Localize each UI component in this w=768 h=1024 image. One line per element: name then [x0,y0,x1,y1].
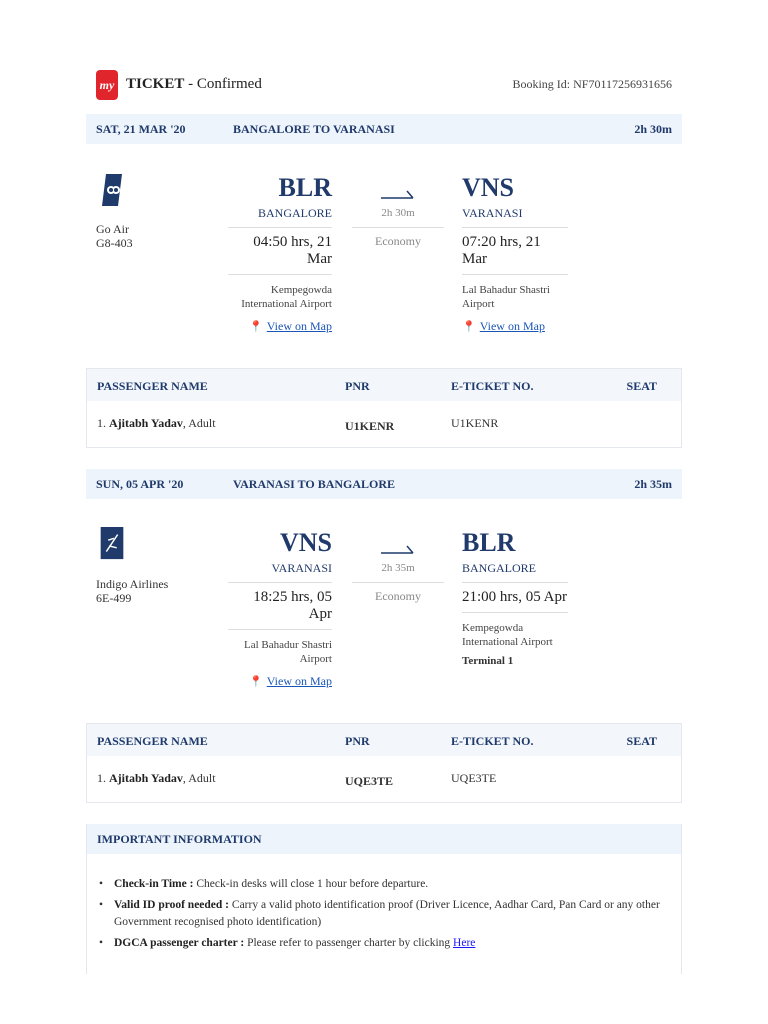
leg-2-route: VARANASI TO BANGALORE [233,477,396,491]
item-label: Valid ID proof needed : [114,899,230,911]
eticket-value: U1KENR [451,416,499,430]
arrival-code: BLR [462,528,516,557]
airport-line2: Airport [299,653,332,665]
flight-arrow-icon [381,541,415,555]
leg-2-middle [352,541,444,604]
flight-arrow-icon [381,186,415,200]
eticket-value: UQE3TE [451,771,497,785]
departure-airport [228,638,332,666]
header-seat: SEAT [626,734,657,748]
departure-city: BANGALORE [258,206,332,220]
passenger-type: , Adult [182,416,216,430]
flight-number: 6E-499 [96,591,132,605]
name-value: Ajitabh Yadav [109,416,183,430]
leg-1-strip [86,114,682,144]
leg-1-arrival [462,172,568,334]
cabin-class: Economy [375,589,421,603]
table-header [87,369,681,401]
view-on-map-link[interactable] [462,319,568,334]
leg-1-duration: 2h 30m [634,122,672,136]
leg-2-airline [96,577,168,605]
row-index: 1. [97,771,106,785]
departure-time: 18:25 hrs, 05 Apr [228,582,332,630]
leg-1-departure [228,172,332,334]
departure-time: 04:50 hrs, 21 Mar [228,227,332,275]
arrival-airport [462,283,568,311]
ticket-header [96,70,672,102]
important-information [86,824,682,974]
departure-airport [228,283,332,311]
airport-line1: Kempegowda [462,622,524,634]
passenger-table-2 [86,723,682,803]
important-list [99,876,669,956]
go-air-logo-icon [100,172,124,208]
middle-duration: 2h 30m [352,207,444,228]
map-pin-icon: 📍 [462,321,476,333]
passenger-name [97,771,216,786]
item-text: Check-in desks will close 1 hour before departure. [193,878,429,890]
leg-1-route: BANGALORE TO VARANASI [233,122,395,136]
map-pin-icon: 📍 [249,676,263,688]
leg-1-flight [86,172,682,362]
pnr-value: UQE3TE [345,774,394,788]
middle-duration: 2h 35m [352,562,444,583]
indigo-logo-icon [100,527,124,561]
flight-number: G8-403 [96,236,133,250]
list-item [99,935,669,952]
header-pnr: PNR [345,379,370,393]
airline-name: Go Air [96,222,129,236]
header-passenger-name: PASSENGER NAME [97,734,208,748]
view-on-map-link[interactable] [228,674,332,689]
here-link[interactable]: Here [453,937,476,949]
view-on-map-link[interactable] [228,319,332,334]
airline-name: Indigo Airlines [96,577,169,591]
important-title: IMPORTANT INFORMATION [97,832,262,846]
header-eticket: E-TICKET NO. [451,379,534,393]
header-passenger-name: PASSENGER NAME [97,379,208,393]
header-eticket: E-TICKET NO. [451,734,534,748]
table-header [87,724,681,756]
airport-line2: Airport [462,298,495,310]
pnr-value: U1KENR [345,419,395,433]
ticket-title [126,76,262,93]
map-pin-icon: 📍 [249,321,263,333]
arrival-airport [462,621,568,649]
airport-line1: Lal Bahadur Shastri [462,284,550,296]
list-item [99,876,669,893]
leg-2-arrival [462,527,568,667]
airport-line1: Kempegowda [270,284,332,296]
passenger-table-1 [86,368,682,448]
arrival-terminal: Terminal 1 [462,655,514,667]
leg-2-date: SUN, 05 APR '20 [96,477,184,491]
leg-2-duration: 2h 35m [634,477,672,491]
departure-code: BLR [278,173,332,202]
leg-2-departure [228,527,332,689]
cabin-class: Economy [375,234,421,248]
leg-2-strip [86,469,682,499]
header-pnr: PNR [345,734,370,748]
item-label: Check-in Time : [114,878,194,890]
airport-line2: International Airport [241,298,332,310]
airport-line1: Lal Bahadur Shastri [244,639,332,651]
item-label: DGCA passenger charter : [114,937,245,949]
item-text: Please refer to passenger charter by clicking [244,937,454,949]
leg-1-middle [352,186,444,249]
leg-1-date: SAT, 21 MAR '20 [96,122,186,136]
arrival-time: 07:20 hrs, 21 Mar [462,227,568,275]
ticket-label: TICKET [126,76,185,92]
row-index: 1. [97,416,106,430]
passenger-name [97,416,216,431]
name-value: Ajitabh Yadav [109,771,183,785]
map-link-text[interactable]: View on Map [479,319,545,333]
item-text: Carry a valid photo identification proof (Driver Licence, Aadhar Card, Pan Card or any other Government recognised photo identification) [114,899,660,928]
important-header [87,824,681,854]
list-item [99,897,669,931]
departure-city: VARANASI [271,561,332,575]
leg-1-airline [96,222,133,250]
header-seat: SEAT [626,379,657,393]
arrival-time: 21:00 hrs, 05 Apr [462,582,568,613]
map-link-text[interactable]: View on Map [266,319,332,333]
map-link-text[interactable]: View on Map [266,674,332,688]
booking-id: Booking Id: NF70117256931656 [512,77,672,91]
arrival-code: VNS [462,173,515,202]
arrival-city: VARANASI [462,206,523,220]
arrival-city: BANGALORE [462,561,536,575]
ticket-status: - Confirmed [184,76,262,92]
airport-line2: International Airport [462,636,553,648]
passenger-type: , Adult [182,771,216,785]
makemytrip-logo: my [96,70,118,100]
leg-2-flight [86,527,682,717]
departure-code: VNS [279,528,332,557]
